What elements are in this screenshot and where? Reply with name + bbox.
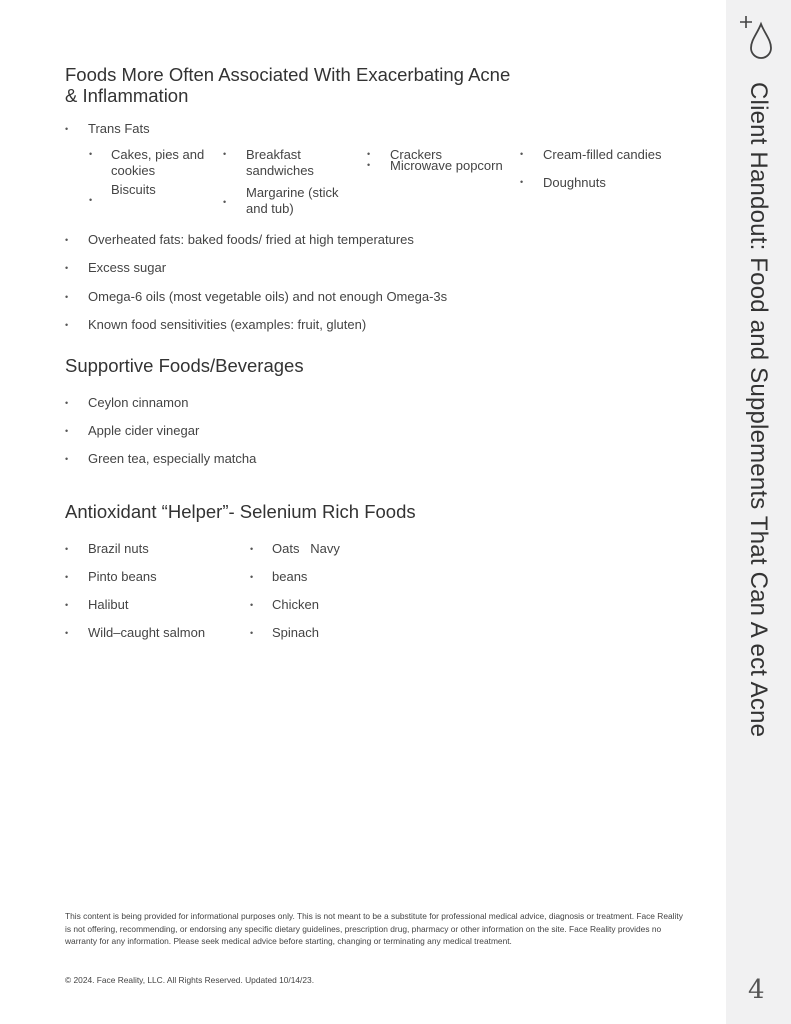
sub-item-popcorn: Microwave popcorn: [390, 158, 503, 173]
page-number: 4: [748, 975, 765, 1005]
bullet-dot: •: [367, 160, 371, 170]
sub-item-crackers: Crackers: [390, 147, 443, 162]
sub-item-cakes-1: Cakes, pies and: [111, 147, 205, 162]
drop-plus-logo-icon: [737, 12, 777, 64]
bullet-omega-oils: • Omega-6 oils (most vegetable oils) and not enough Omega-3s: [88, 289, 447, 305]
sub-item-candies: Cream-filled candies: [543, 147, 662, 162]
bullet-dot: •: [367, 149, 371, 159]
bullet-overheated-fats: • Overheated fats: baked foods/ fried at high temperatures: [88, 232, 414, 248]
bullet-halibut: • Halibut: [88, 597, 128, 613]
bullet-dot: •: [520, 177, 524, 187]
supportive-heading: Supportive Foods/Beverages: [65, 355, 304, 376]
bullet-chicken: • Chicken: [272, 597, 319, 613]
sub-item-margarine-1: Margarine (stick: [246, 185, 339, 200]
bullet-trans-fats: • Trans Fats: [88, 121, 150, 137]
bullet-excess-sugar: • Excess sugar: [88, 260, 166, 276]
selenium-heading: Antioxidant “Helper”- Selenium Rich Foods: [65, 501, 416, 522]
bullet-brazil-nuts: • Brazil nuts: [88, 541, 149, 557]
acne-foods-heading-line1: Foods More Often Associated With Exacerbating Acne: [65, 64, 511, 85]
bullet-dot: •: [520, 149, 524, 159]
sub-item-biscuits: Biscuits: [111, 182, 156, 197]
sub-item-breakfast-2: sandwiches: [246, 163, 314, 178]
bullet-oats-navy: • Oats Navy: [272, 541, 340, 557]
sub-item-cakes-2: cookies: [111, 163, 156, 178]
handout-title: Client Handout: Food and Supplements That Can A ect Acne: [745, 82, 772, 738]
sub-item-doughnuts: Doughnuts: [543, 175, 606, 190]
bullet-dot: •: [223, 149, 227, 159]
bullet-pinto-beans: • Pinto beans: [88, 569, 157, 585]
bullet-green-tea: • Green tea, especially matcha: [88, 451, 256, 467]
bullet-apple-cider-vinegar: • Apple cider vinegar: [88, 423, 199, 439]
bullet-wild-salmon: • Wild–caught salmon: [88, 625, 205, 641]
bullet-dot: •: [89, 195, 93, 205]
bullet-ceylon-cinnamon: • Ceylon cinnamon: [88, 395, 188, 411]
bullet-dot: •: [89, 149, 93, 159]
bullet-spinach: • Spinach: [272, 625, 319, 641]
bullet-food-sensitivities: • Known food sensitivities (examples: fruit, gluten): [88, 317, 366, 333]
sub-item-margarine-2: and tub): [246, 201, 294, 216]
copyright-text: © 2024. Face Reality, LLC. All Rights Reserved. Updated 10/14/23.: [65, 975, 315, 985]
acne-foods-heading-line2: & Inflammation: [65, 85, 189, 106]
bullet-dot: •: [223, 197, 227, 207]
bullet-beans: • beans: [272, 569, 307, 585]
disclaimer-text: This content is being provided for informational purposes only. This is not meant to be a substitute for professional medical advice, diagnosis or treatment. Face Reality is not offering, recommending, or endorsing any specific dietary guidelines, prescription drug, pharmacy or other information on the site. Face Reality provides no warranty for any information. Please seek medical advice before starting, changing or terminating any medical treatment.: [65, 911, 683, 946]
sub-item-breakfast-1: Breakfast: [246, 147, 301, 162]
